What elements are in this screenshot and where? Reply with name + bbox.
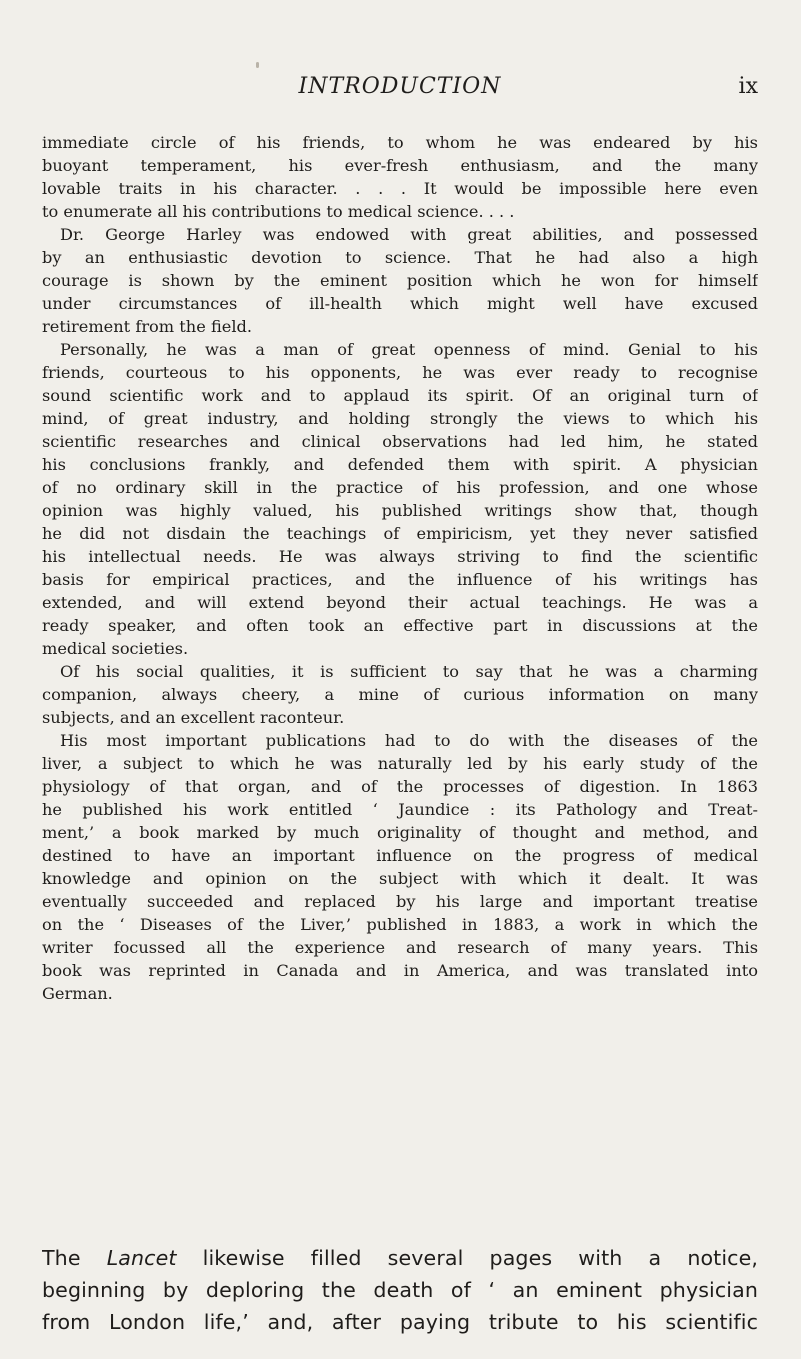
text-line: writer focussed all the experience and research of many years. This — [42, 938, 758, 957]
text-line: Personally, he was a man of great openness of mind. Genial to his — [60, 340, 758, 359]
lancet-line-start: The — [42, 1246, 107, 1270]
lancet-line-end: likewise filled several pages with a notice, — [176, 1246, 758, 1270]
text-line: scientific researches and clinical observations had led him, he stated — [42, 432, 758, 451]
lancet-title: Lancet — [106, 1246, 177, 1270]
text-line: of no ordinary skill in the practice of his profession, and one whose — [42, 478, 758, 497]
text-line: book was reprinted in Canada and in America, and was translated into — [42, 961, 758, 980]
text-line: basis for empirical practices, and the influence of his writings has — [42, 570, 758, 589]
text-line: eventually succeeded and replaced by his large and important treatise — [42, 892, 758, 911]
text-line: opinion was highly valued, his published writings show that, though — [42, 501, 758, 520]
text-line: medical societies. — [42, 639, 189, 658]
text-line: by an enthusiastic devotion to science. That he had also a high — [42, 248, 758, 267]
text-line: Dr. George Harley was endowed with great abilities, and possessed — [60, 225, 758, 244]
text-line: on the ‘ Diseases of the Liver,’ published in 1883, a work in which the — [42, 915, 758, 934]
running-title: INTRODUCTION — [298, 74, 502, 99]
lancet-line: from London life,’ and, after paying tribute to his scientific — [42, 1310, 758, 1334]
text-line: knowledge and opinion on the subject with which it dealt. It was — [42, 869, 758, 888]
text-line: retirement from the field. — [42, 317, 253, 336]
text-line: extended, and will extend beyond their actual teachings. He was a — [42, 593, 758, 612]
text-line: His most important publications had to do with the diseases of the — [60, 731, 758, 750]
text-line: liver, a subject to which he was naturally led by his early study of the — [42, 754, 758, 773]
lancet-line: beginning by deploring the death of ‘ an eminent physician — [42, 1278, 758, 1302]
text-line: friends, courteous to his opponents, he was ever ready to recognise — [42, 363, 758, 382]
text-line: companion, always cheery, a mine of curious information on many — [42, 685, 758, 704]
text-line: ready speaker, and often took an effective part in discussions at the — [42, 616, 758, 635]
text-line: courage is shown by the eminent position which he won for himself — [42, 271, 758, 290]
lancet-paragraph — [42, 1242, 758, 1338]
text-line: his conclusions frankly, and defended them with spirit. A physician — [42, 455, 758, 474]
text-line: German. — [42, 984, 113, 1003]
text-line: subjects, and an excellent raconteur. — [42, 708, 345, 727]
text-line: to enumerate all his contributions to medical science. . . . — [42, 202, 515, 221]
text-line: under circumstances of ill-health which might well have excused — [42, 294, 758, 313]
text-line: immediate circle of his friends, to whom he was endeared by his — [42, 133, 758, 152]
text-line: buoyant temperament, his ever-fresh enthusiasm, and the many — [42, 156, 758, 175]
text-line: he did not disdain the teachings of empiricism, yet they never satisfied — [42, 524, 758, 543]
text-line: destined to have an important influence on the progress of medical — [42, 846, 758, 865]
text-line: physiology of that organ, and of the processes of digestion. In 1863 — [42, 777, 758, 796]
page-number: ix — [738, 74, 758, 99]
text-line: lovable traits in his character. . . . It would be impossible here even — [42, 179, 758, 198]
running-head — [42, 72, 758, 106]
paper-speck — [256, 62, 259, 68]
lancet-line — [42, 1242, 758, 1274]
body-text — [42, 131, 758, 1005]
text-line: his intellectual needs. He was always striving to find the scientific — [42, 547, 758, 566]
text-line: ment,’ a book marked by much originality of thought and method, and — [42, 823, 758, 842]
text-line: Of his social qualities, it is sufficient to say that he was a charming — [60, 662, 758, 681]
text-line: sound scientific work and to applaud its spirit. Of an original turn of — [42, 386, 758, 405]
text-line: mind, of great industry, and holding strongly the views to which his — [42, 409, 758, 428]
text-line: he published his work entitled ‘ Jaundice : its Pathology and Treat- — [42, 800, 758, 819]
